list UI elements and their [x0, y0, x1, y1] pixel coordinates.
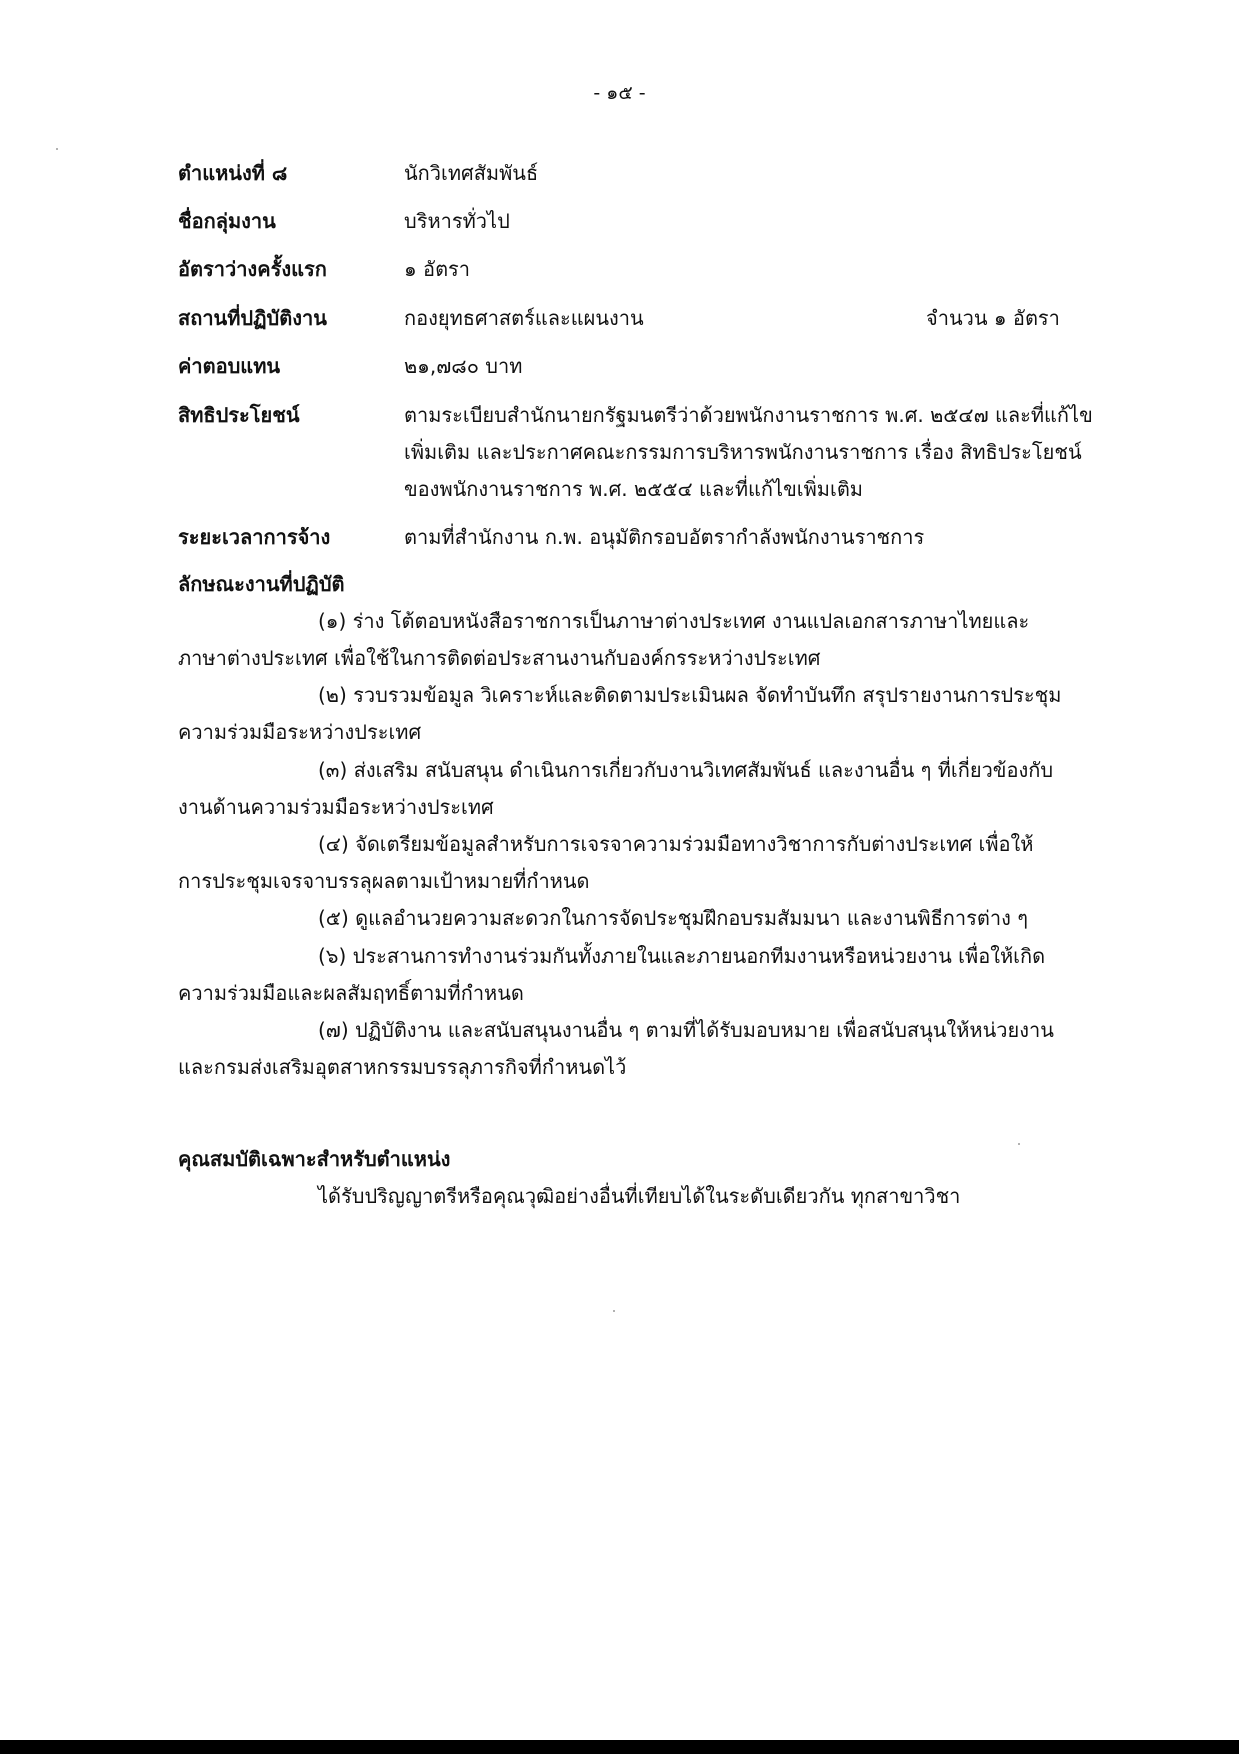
duty-3-line-2: งานด้านความร่วมมือระหว่างประเทศ: [178, 795, 494, 819]
duty-7-line-2: และกรมส่งเสริมอุตสาหกรรมบรรลุภารกิจที่กำหนดไว้: [178, 1055, 627, 1079]
scan-speck: [613, 1310, 615, 1312]
field-value: กองยุทธศาสตร์และแผนงาน: [404, 306, 644, 330]
field-value-line: ของพนักงานราชการ พ.ศ. ๒๕๕๔ และที่แก้ไขเพิ่มเติม: [404, 477, 863, 501]
field-value: ๒๑,๗๘๐ บาท: [404, 354, 523, 378]
field-label: สิทธิประโยชน์: [178, 403, 300, 427]
duty-6-line-1: (๖) ประสานการทำงานร่วมกันทั้งภายในและภายนอกทีมงานหรือหน่วยงาน เพื่อให้เกิด: [318, 944, 1046, 968]
duty-7-line-1: (๗) ปฏิบัติงาน และสนับสนุนงานอื่น ๆ ตามที่ได้รับมอบหมาย เพื่อสนับสนุนให้หน่วยงาน: [318, 1018, 1054, 1042]
duty-4-line-2: การประชุมเจรจาบรรลุผลตามเป้าหมายที่กำหนด: [178, 869, 590, 893]
duty-4-line-1: (๔) จัดเตรียมข้อมูลสำหรับการเจรจาความร่วมมือทางวิชาการกับต่างประเทศ เพื่อให้: [318, 832, 1034, 856]
duty-1-line-2: ภาษาต่างประเทศ เพื่อใช้ในการติดต่อประสานงานกับองค์กรระหว่างประเทศ: [178, 646, 821, 670]
field-label: ตำแหน่งที่ ๘: [178, 161, 288, 185]
duties-heading: ลักษณะงานที่ปฏิบัติ: [178, 572, 345, 596]
duty-3-line-1: (๓) ส่งเสริม สนับสนุน ดำเนินการเกี่ยวกับงานวิเทศสัมพันธ์ และงานอื่น ๆ ที่เกี่ยวข้องกับ: [318, 758, 1054, 782]
scan-border: [0, 1740, 1239, 1754]
qualification-heading: คุณสมบัติเฉพาะสำหรับตำแหน่ง: [178, 1147, 451, 1171]
field-value-line: ตามระเบียบสำนักนายกรัฐมนตรีว่าด้วยพนักงานราชการ พ.ศ. ๒๕๔๗ และที่แก้ไข: [404, 403, 1093, 427]
field-value: ๑ อัตรา: [404, 257, 471, 281]
field-value: บริหารทั่วไป: [404, 209, 510, 233]
field-label: ชื่อกลุ่มงาน: [178, 209, 276, 233]
duty-5-line-1: (๕) ดูแลอำนวยความสะดวกในการจัดประชุมฝึกอบรมสัมมนา และงานพิธีการต่าง ๆ: [318, 906, 1028, 930]
field-benefits: [178, 397, 1128, 517]
page-number: - ๑๕ -: [593, 82, 646, 104]
field-count: จำนวน ๑ อัตรา: [926, 306, 1060, 330]
field-label: ระยะเวลาการจ้าง: [178, 525, 331, 549]
field-label: สถานที่ปฏิบัติงาน: [178, 306, 327, 330]
duty-1-line-1: (๑) ร่าง โต้ตอบหนังสือราชการเป็นภาษาต่างประเทศ งานแปลเอกสารภาษาไทยและ: [318, 609, 1030, 633]
duty-6-line-2: ความร่วมมือและผลสัมฤทธิ์ตามที่กำหนด: [178, 981, 524, 1005]
field-value: นักวิเทศสัมพันธ์: [404, 161, 539, 185]
duty-2-line-1: (๒) รวบรวมข้อมูล วิเคราะห์และติดตามประเมินผล จัดทำบันทึก สรุปรายงานการประชุม: [318, 683, 1062, 707]
duty-2-line-2: ความร่วมมือระหว่างประเทศ: [178, 720, 422, 744]
field-value-line: เพิ่มเติม และประกาศคณะกรรมการบริหารพนักงานราชการ เรื่อง สิทธิประโยชน์: [404, 440, 1082, 464]
field-label: ค่าตอบแทน: [178, 354, 281, 378]
scan-speck: [56, 148, 58, 150]
field-label: อัตราว่างครั้งแรก: [178, 257, 327, 281]
scan-speck: [1018, 1143, 1020, 1145]
qualification-text: ได้รับปริญญาตรีหรือคุณวุฒิอย่างอื่นที่เทียบได้ในระดับเดียวกัน ทุกสาขาวิชา: [318, 1184, 961, 1208]
field-value: ตามที่สำนักงาน ก.พ. อนุมัติกรอบอัตรากำลังพนักงานราชการ: [404, 525, 925, 549]
